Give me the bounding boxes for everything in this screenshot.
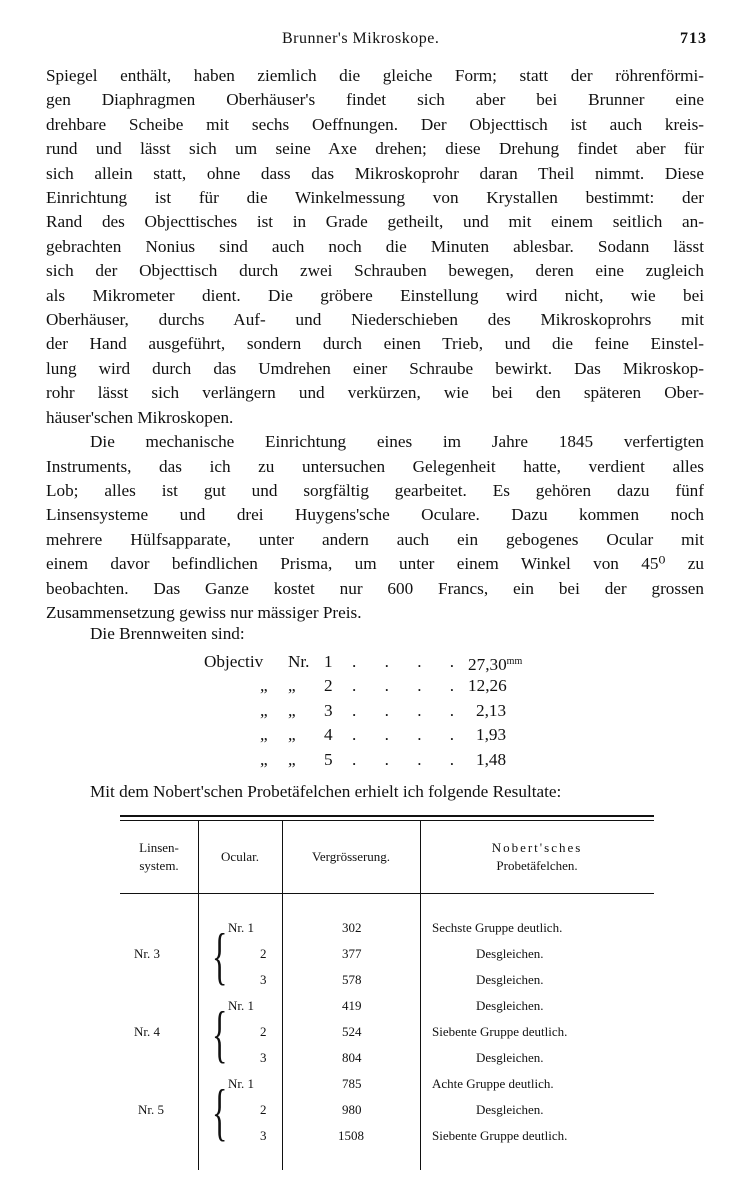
- text-line: Spiegel enthält, haben ziemlich die gleiche Form; statt der röhrenförmi-: [46, 66, 704, 85]
- text-line: sich allein statt, ohne dass das Mikroskoprohr daran Theil nimmt. Diese: [46, 163, 704, 183]
- vergr-cell: 524: [342, 1024, 362, 1039]
- header-text: Nobert'sches: [491, 840, 583, 855]
- focal-lengths-heading: Die Brennweiten sind:: [90, 624, 245, 643]
- header-linsensystem: [120, 839, 198, 875]
- text-line: Instruments, das ich zu untersuchen Gelegenheit hatte, verdient alles: [46, 456, 704, 476]
- ocular-cell: Nr. 1: [228, 998, 254, 1013]
- vergr-cell: 804: [342, 1050, 362, 1065]
- focal-number: 12,26: [468, 676, 507, 696]
- ocular-cell: 3: [260, 1050, 267, 1065]
- vergr-cell: 980: [342, 1102, 362, 1117]
- objective-number: 4: [324, 725, 333, 745]
- text-line: Einrichtung ist für die Winkelmessung von Krystallen bestimmt: der: [46, 188, 704, 208]
- ditto-mark: „: [260, 725, 268, 745]
- focal-row: [204, 650, 584, 674]
- text-line: rund und lässt sich um seine Axe drehen; diese Drehung findet aber für: [46, 139, 704, 159]
- text-line: beobachten. Das Ganze kostet nur 600 Francs, ein bei der grossen: [46, 578, 704, 598]
- leader-dots: . . . .: [352, 700, 467, 720]
- text-line: Die mechanische Einrichtung eines im Jahre 1845 verfertigten: [90, 432, 704, 452]
- text-line: einem davor befindlichen Prisma, um unter einem Winkel von 45⁰ zu: [46, 554, 704, 574]
- focal-row: [204, 748, 584, 772]
- text-line: Rand des Objecttisches ist in Grade getheilt, und mit einem seitlich an-: [46, 212, 704, 232]
- objective-number: 2: [324, 676, 333, 696]
- table-row: [120, 1097, 654, 1123]
- ocular-cell: 2: [260, 1102, 267, 1117]
- text-line: mehrere Hülfsapparate, unter andern auch ein gebogenes Ocular mit: [46, 529, 704, 549]
- text-line: gebrachten Nonius sind auch noch die Minuten ablesbar. Sodann lässt: [46, 236, 704, 256]
- objective-number: 1: [324, 652, 333, 671]
- table-row: [120, 967, 654, 993]
- result-cell: Achte Gruppe deutlich.: [432, 1076, 554, 1091]
- ditto-mark: „: [288, 749, 296, 769]
- table-row: [120, 941, 654, 967]
- table-row: [120, 1019, 654, 1045]
- results-table: [120, 815, 654, 1164]
- leader-dots: . . . .: [352, 725, 467, 745]
- table-row: [120, 1071, 654, 1097]
- focal-unit: mm: [506, 656, 523, 667]
- result-cell: Desgleichen.: [476, 998, 544, 1013]
- ditto-mark: „: [260, 676, 268, 696]
- text-line: als Mikrometer dient. Die gröbere Einstellung wird nicht, wie bei: [46, 285, 704, 305]
- focal-row: [204, 674, 584, 698]
- table-row: [120, 993, 654, 1019]
- vergr-cell: 419: [342, 998, 362, 1013]
- ocular-cell: 2: [260, 1024, 267, 1039]
- focal-number: 27,30: [468, 655, 507, 674]
- ditto-mark: „: [260, 700, 268, 720]
- page-number: 713: [680, 30, 707, 47]
- result-cell: Sechste Gruppe deutlich.: [432, 920, 563, 935]
- ocular-cell: 3: [260, 1128, 267, 1143]
- system-label: Nr. 4: [134, 1024, 160, 1039]
- ocular-cell: 2: [260, 946, 267, 961]
- nr-label: Nr.: [288, 652, 310, 671]
- result-cell: Siebente Gruppe deutlich.: [432, 1128, 568, 1143]
- result-cell: Desgleichen.: [476, 1102, 544, 1117]
- vergr-cell: 1508: [338, 1128, 364, 1143]
- ocular-cell: 3: [260, 972, 267, 987]
- result-cell: Desgleichen.: [476, 1050, 544, 1065]
- result-cell: Desgleichen.: [476, 972, 544, 987]
- text-line: drehbare Scheibe mit sechs Oeffnungen. Der Objecttisch ist auch kreis-: [46, 114, 704, 134]
- focal-row: [204, 723, 584, 747]
- text-line: der Hand ausgeführt, sondern durch einen Trieb, und die feine Einstel-: [46, 334, 704, 354]
- focal-row: [204, 699, 584, 723]
- focal-lengths-list: [204, 650, 584, 772]
- ditto-mark: „: [288, 700, 296, 720]
- ditto-mark: „: [260, 749, 268, 769]
- brace-icon: {: [212, 1076, 228, 1147]
- text-line: häuser'schen Mikroskopen.: [46, 407, 234, 427]
- leader-dots: . . . .: [352, 749, 467, 769]
- text-line: Linsensysteme und drei Huygens'sche Oculare. Dazu kommen noch: [46, 505, 704, 525]
- focal-number: 2,13: [476, 700, 507, 720]
- header-vergroesserung: Vergrösserung.: [311, 849, 391, 864]
- system-label: Nr. 3: [134, 946, 160, 961]
- table-caption: Mit dem Nobert'schen Probetäfelchen erhielt ich folgende Resultate:: [90, 782, 562, 801]
- ocular-cell: Nr. 1: [228, 920, 254, 935]
- text-line: gen Diaphragmen Oberhäuser's findet sich aber bei Brunner eine: [46, 90, 704, 110]
- text-line: Oberhäuser, durchs Auf- und Niederschieben des Mikroskoprohrs mit: [46, 310, 704, 330]
- result-cell: Siebente Gruppe deutlich.: [432, 1024, 568, 1039]
- vergr-cell: 785: [342, 1076, 362, 1091]
- vergr-cell: 302: [342, 920, 362, 935]
- objective-number: 3: [324, 700, 333, 720]
- text-line: Lob; alles ist gut und sorgfältig gearbeitet. Es gehören dazu fünf: [46, 480, 704, 500]
- table-header: [120, 821, 654, 894]
- ocular-cell: Nr. 1: [228, 1076, 254, 1091]
- table-row: [120, 1123, 654, 1149]
- running-title: Brunner's Mikroskope.: [282, 30, 440, 47]
- vergr-cell: 377: [342, 946, 362, 961]
- text-line: Zusammensetzung gewiss nur mässiger Preis.: [46, 602, 362, 622]
- text-line: sich der Objecttisch durch zwei Schrauben bewegen, deren eine zugleich: [46, 261, 704, 281]
- objective-label: Objectiv: [204, 652, 264, 671]
- ditto-mark: „: [288, 676, 296, 696]
- body-text: [46, 64, 704, 625]
- focal-number: 1,48: [476, 749, 507, 769]
- focal-value: [468, 650, 522, 677]
- result-cell: Desgleichen.: [476, 946, 544, 961]
- header-text: system.: [139, 858, 179, 873]
- objective-number: 5: [324, 749, 333, 769]
- header-ocular: Ocular.: [221, 849, 259, 864]
- text-line: rohr lässt sich verlängern und verkürzen, wie bei den späteren Ober-: [46, 383, 704, 403]
- running-header: [0, 24, 751, 54]
- brace-icon: {: [212, 920, 228, 991]
- paragraph-2: [46, 430, 704, 625]
- header-nobert: [420, 839, 654, 875]
- table-row: [120, 1045, 654, 1071]
- header-text: Probetäfelchen.: [496, 858, 578, 873]
- brace-icon: {: [212, 998, 228, 1069]
- leader-dots: . . . .: [352, 676, 467, 696]
- paragraph-1: [46, 64, 704, 430]
- leader-dots: . . . .: [352, 652, 467, 671]
- ditto-mark: „: [288, 725, 296, 745]
- text-line: lung wird durch das Umdrehen einer Schraube bewirkt. Das Mikroskop-: [46, 358, 704, 378]
- focal-number: 1,93: [476, 725, 507, 745]
- header-text: Linsen-: [139, 840, 179, 855]
- table-row: [120, 915, 654, 941]
- system-label: Nr. 5: [138, 1102, 164, 1117]
- table-body: [120, 894, 654, 1164]
- vergr-cell: 578: [342, 972, 362, 987]
